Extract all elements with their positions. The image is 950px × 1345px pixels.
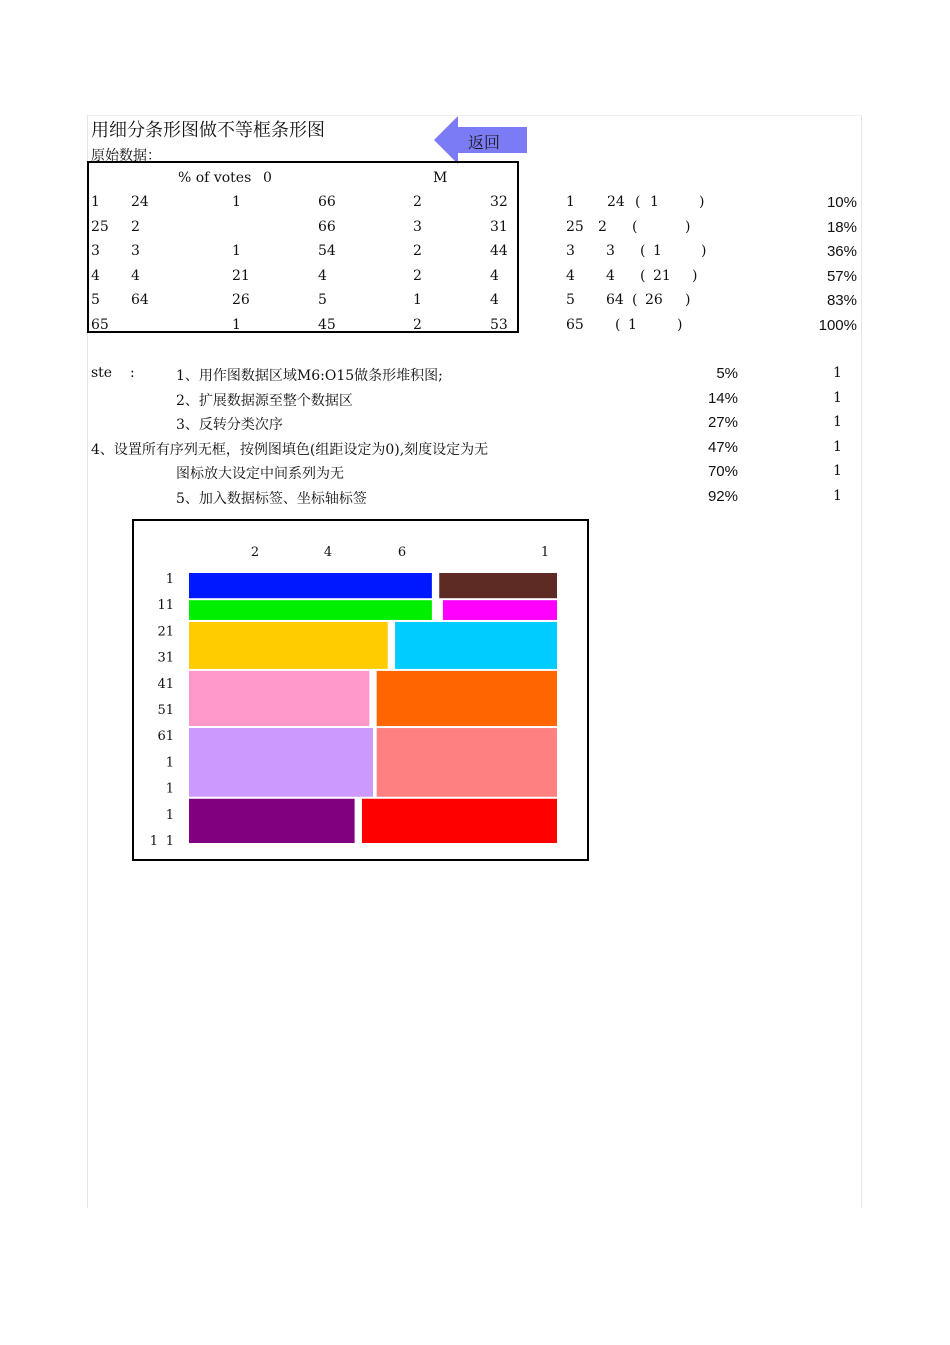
table-cell: 21 — [232, 267, 250, 284]
table-cell: 4 — [318, 267, 327, 284]
side-percent: 57% — [826, 267, 857, 285]
side-label-b: 64 — [606, 292, 624, 308]
side-label-p2: ) — [677, 316, 683, 333]
table-cell: 3 — [91, 243, 100, 259]
side-label-p1: ( — [635, 194, 641, 210]
x-tick-label: 2 — [250, 545, 260, 560]
table-cell: 64 — [131, 292, 149, 308]
bar-segment-right — [362, 799, 557, 843]
table-cell: 4 — [490, 292, 499, 308]
table-cell: 4 — [131, 267, 140, 284]
step-text: 1、用作图数据区域M6:O15做条形堆积图; — [176, 368, 443, 384]
table-cell: 1 — [413, 292, 422, 308]
side-percent: 18% — [826, 218, 857, 236]
y-tick-label: 1 — [165, 755, 174, 771]
step-percent: 14% — [707, 389, 738, 407]
table-cell: 4 — [91, 267, 100, 284]
chart-frame — [132, 519, 589, 861]
side-label-c: 1 — [628, 316, 637, 333]
data-table — [87, 161, 519, 333]
step-count: 1 — [833, 487, 842, 504]
side-label-a: 65 — [566, 316, 584, 333]
step-percent: 47% — [707, 438, 738, 456]
page-title: 用细分条形图做不等框条形图 — [91, 120, 325, 141]
side-label-a: 4 — [566, 267, 575, 284]
side-percent: 36% — [826, 243, 857, 260]
table-cell: 1 — [232, 243, 241, 259]
side-label-a: 3 — [566, 243, 575, 259]
y-tick-label-extra: 1 — [149, 834, 158, 849]
y-tick-label: 21 — [157, 624, 174, 640]
back-button-label: 返回 — [468, 133, 501, 152]
side-label-p2: ) — [685, 218, 691, 235]
side-label-b: 2 — [598, 218, 607, 235]
side-label-a: 25 — [566, 218, 584, 235]
side-label-p1: ( — [632, 218, 638, 235]
side-label-p1: ( — [615, 316, 621, 333]
step-text: 4、设置所有序列无框，按例图填色(组距设定为0),刻度设定为无 — [91, 441, 489, 458]
bar-segment-right — [377, 728, 557, 797]
table-cell: 44 — [490, 243, 508, 259]
table-cell: 31 — [490, 218, 508, 235]
step-count: 1 — [833, 365, 842, 381]
y-tick-label: 41 — [157, 676, 174, 692]
table-header-votes: % of votes — [178, 170, 252, 186]
y-tick-label: 61 — [157, 729, 174, 745]
step-count: 1 — [833, 438, 842, 455]
side-label-p2: ) — [701, 243, 707, 259]
table-cell: 2 — [413, 194, 422, 210]
table-cell: 5 — [318, 292, 327, 308]
table-cell: 32 — [490, 194, 508, 210]
table-cell: 54 — [318, 243, 336, 259]
x-tick-label: 6 — [397, 545, 407, 560]
table-cell: 1 — [91, 194, 100, 210]
table-cell: 25 — [91, 218, 109, 235]
y-tick-label: 51 — [157, 703, 174, 718]
side-label-c: 21 — [653, 267, 671, 284]
raw-data-label: 原始数据： — [91, 148, 161, 164]
table-cell: 2 — [413, 267, 422, 284]
step-count: 1 — [833, 389, 842, 406]
side-label-b: 24 — [607, 194, 625, 210]
side-percent: 10% — [826, 194, 857, 211]
step-percent: 92% — [707, 487, 738, 505]
step-percent: 70% — [707, 463, 738, 480]
y-tick-label: 31 — [157, 650, 174, 666]
unequal-width-bar-chart — [134, 521, 591, 863]
side-label-c: 26 — [645, 292, 663, 308]
y-tick-label: 1 — [165, 834, 174, 849]
step-percent: 5% — [716, 365, 738, 382]
side-label-p1: ( — [632, 292, 638, 308]
side-label-p1: ( — [640, 267, 646, 284]
table-cell: 26 — [232, 292, 250, 308]
side-label-p2: ) — [699, 194, 705, 210]
table-cell: 1 — [232, 316, 241, 333]
step-text: 5、加入数据标签、坐标轴标签 — [176, 490, 367, 507]
side-label-a: 1 — [566, 194, 575, 210]
table-header-overlap: 0 — [263, 170, 272, 186]
side-label-c: 1 — [653, 243, 662, 259]
side-percent: 83% — [826, 292, 857, 309]
side-percent: 100% — [818, 316, 857, 334]
table-cell: 1 — [232, 194, 241, 210]
bar-segment-left — [189, 799, 355, 843]
bar-segment-right — [395, 622, 557, 669]
y-tick-label: 11 — [157, 598, 174, 614]
side-label-p2: ) — [692, 267, 698, 284]
side-label-p2: ) — [685, 292, 691, 308]
side-label-a: 5 — [566, 292, 575, 308]
bar-segment-right — [377, 671, 557, 726]
table-cell: 5 — [91, 292, 100, 308]
steps-colon: : — [130, 365, 135, 381]
step-percent: 27% — [707, 414, 738, 431]
y-tick-label: 1 — [165, 572, 174, 587]
table-header-m: M — [433, 170, 448, 186]
step-text: 图标放大设定中间系列为无 — [176, 466, 344, 482]
bar-segment-left — [189, 728, 373, 797]
table-cell: 66 — [318, 218, 336, 235]
table-cell: 2 — [131, 218, 140, 235]
x-tick-label: 1 — [540, 545, 550, 560]
bar-segment-left — [189, 671, 369, 726]
bar-segment-left — [189, 600, 432, 620]
bar-segment-left — [189, 573, 432, 598]
side-label-c: 1 — [650, 194, 659, 210]
table-cell: 53 — [490, 316, 508, 333]
y-tick-label: 1 — [165, 807, 174, 823]
bar-segment-right — [443, 600, 557, 620]
bar-segment-right — [439, 573, 557, 598]
side-label-b: 4 — [606, 267, 615, 284]
bar-segment-left — [189, 622, 388, 669]
step-text: 2、扩展数据源至整个数据区 — [176, 392, 353, 409]
y-tick-label: 1 — [165, 781, 174, 797]
step-count: 1 — [833, 463, 842, 479]
table-cell: 3 — [131, 243, 140, 259]
x-tick-label: 4 — [323, 545, 333, 560]
table-cell: 66 — [318, 194, 336, 210]
back-button[interactable] — [434, 116, 527, 164]
table-cell: 2 — [413, 243, 422, 259]
table-cell: 2 — [413, 316, 422, 333]
table-cell: 4 — [490, 267, 499, 284]
step-text: 3、反转分类次序 — [176, 417, 283, 433]
step-count: 1 — [833, 414, 842, 430]
table-cell: 45 — [318, 316, 336, 333]
table-cell: 65 — [91, 316, 109, 333]
table-cell: 3 — [413, 218, 422, 235]
steps-prefix: ste — [91, 365, 113, 381]
side-label-p1: ( — [640, 243, 646, 259]
table-cell: 24 — [131, 194, 149, 210]
side-label-b: 3 — [606, 243, 615, 259]
